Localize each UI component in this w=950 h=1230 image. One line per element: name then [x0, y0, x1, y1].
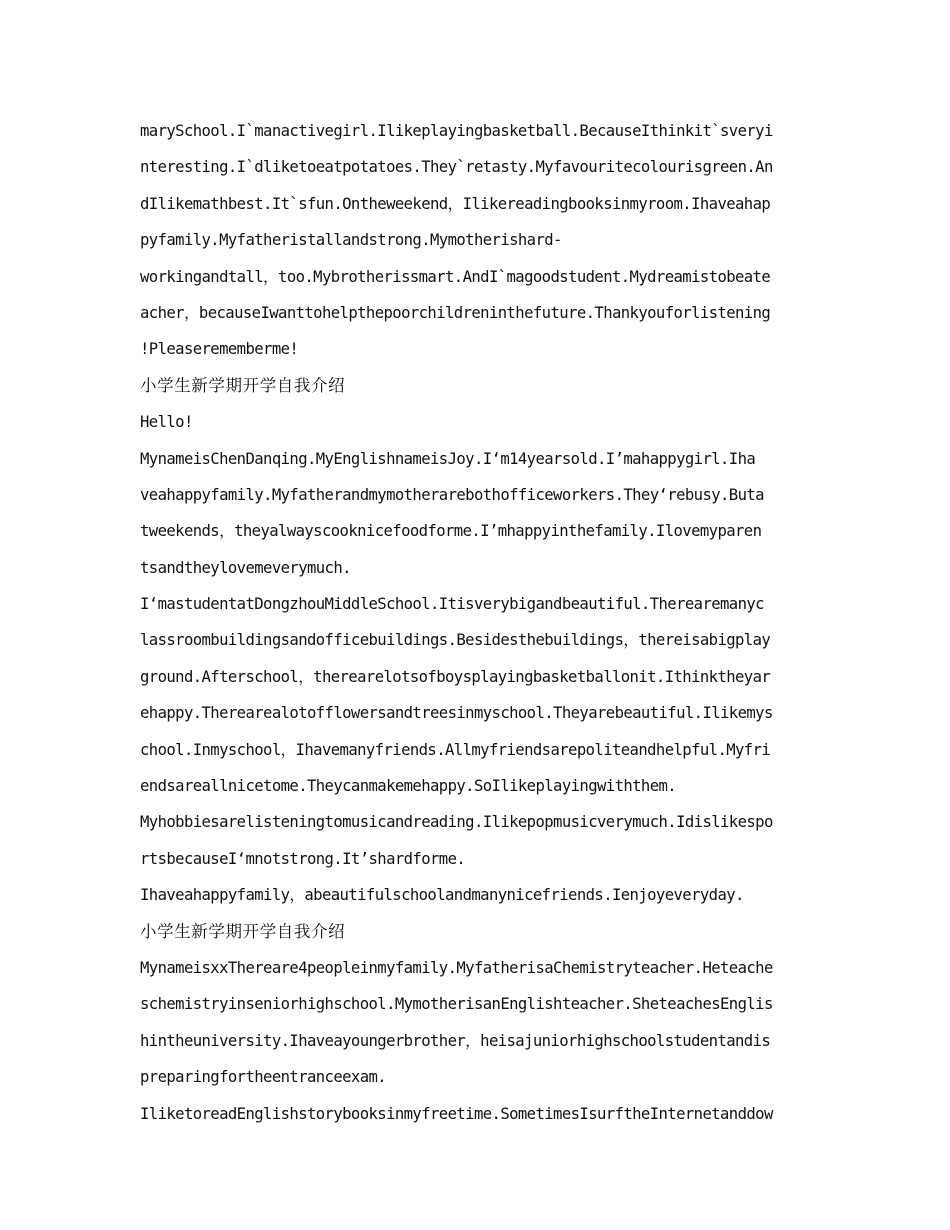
text-line: lassroombuildingsandofficebuildings.Besidesthebuildings，thereisabigplay	[140, 631, 771, 650]
text-line: tweekends，theyalwayscooknicefoodforme.I’mhappyinthefamily.Ilovemyparen	[140, 522, 762, 541]
text-line: tsandtheylovemeverymuch.	[140, 558, 351, 577]
text-line: workingandtall，too.Mybrotherissmart.AndI`magoodstudent.Mydreamistobeate	[140, 267, 771, 286]
text-line: chool.Inmyschool，Ihavemanyfriends.Allmyfriendsarepoliteandhelpful.Myfri	[140, 740, 771, 759]
text-line: pyfamily.Myfatheristallandstrong.Mymotherishard-	[140, 231, 562, 250]
text-line: dIlikemathbest.It`sfun.Ontheweekend，Ilikereadingbooksinmyroom.Ihaveahap	[140, 194, 771, 213]
text-line: marySchool.I`manactivegirl.Ilikeplayingbasketball.BecauseIthinkit`sveryi	[140, 122, 773, 140]
text-line: ground.Afterschool，therearelotsofboysplayingbasketballonit.Ithinktheyar	[140, 667, 771, 686]
text-line: acher，becauseIwanttohelpthepoorchildreninthefuture.Thankyouforlistening	[140, 303, 771, 322]
text-line: Hello!	[140, 413, 193, 432]
text-line: I‘mastudentatDongzhouMiddleSchool.Itisverybigandbeautiful.Therearemanyc	[140, 595, 764, 614]
text-line: Myhobbiesarelisteningtomusicandreading.Ilikepopmusicverymuch.Idislikespo	[140, 813, 773, 832]
text-line: veahappyfamily.Myfatherandmymotherarebothofficeworkers.They‘rebusy.Buta	[140, 485, 764, 504]
text-line: nteresting.I`dliketoeatpotatoes.They`retasty.Myfavouritecolourisgreen.An	[140, 158, 773, 177]
text-line: !Pleaserememberme!	[140, 340, 299, 359]
text-line: IliketoreadEnglishstorybooksinmyfreetime.SometimesIsurftheInternetanddow	[140, 1104, 773, 1123]
text-line: MynameisChenDanqing.MyEnglishnameisJoy.I‘m14yearsold.I’mahappygirl.Iha	[140, 449, 756, 468]
text-line: rtsbecauseI‘mnotstrong.It’shardforme.	[140, 849, 466, 868]
document-text	[140, 113, 812, 1132]
text-line: preparingfortheentranceexam.	[140, 1068, 387, 1087]
text-line: hintheuniversity.Ihaveayoungerbrother，heisajuniorhighschoolstudentandis	[140, 1031, 771, 1050]
text-line: schemistryinseniorhighschool.MymotherisanEnglishteacher.SheteachesEnglis	[140, 995, 773, 1014]
text-line: endsareallnicetome.Theycanmakemehappy.SoIlikeplayingwiththem.	[140, 777, 677, 796]
text-line: ehappy.Therearealotofflowersandtreesinmyschool.Theyarebeautiful.Ilikemys	[140, 704, 773, 723]
text-line: MynameisxxThereare4peopleinmyfamily.MyfatherisaChemistryteacher.Heteache	[140, 958, 773, 977]
section-heading: 小学生新学期开学自我介绍	[140, 921, 346, 941]
section-heading: 小学生新学期开学自我介绍	[140, 375, 346, 395]
text-line: Ihaveahappyfamily，abeautifulschoolandmanynicefriends.Ienjoyeveryday.	[140, 886, 744, 905]
